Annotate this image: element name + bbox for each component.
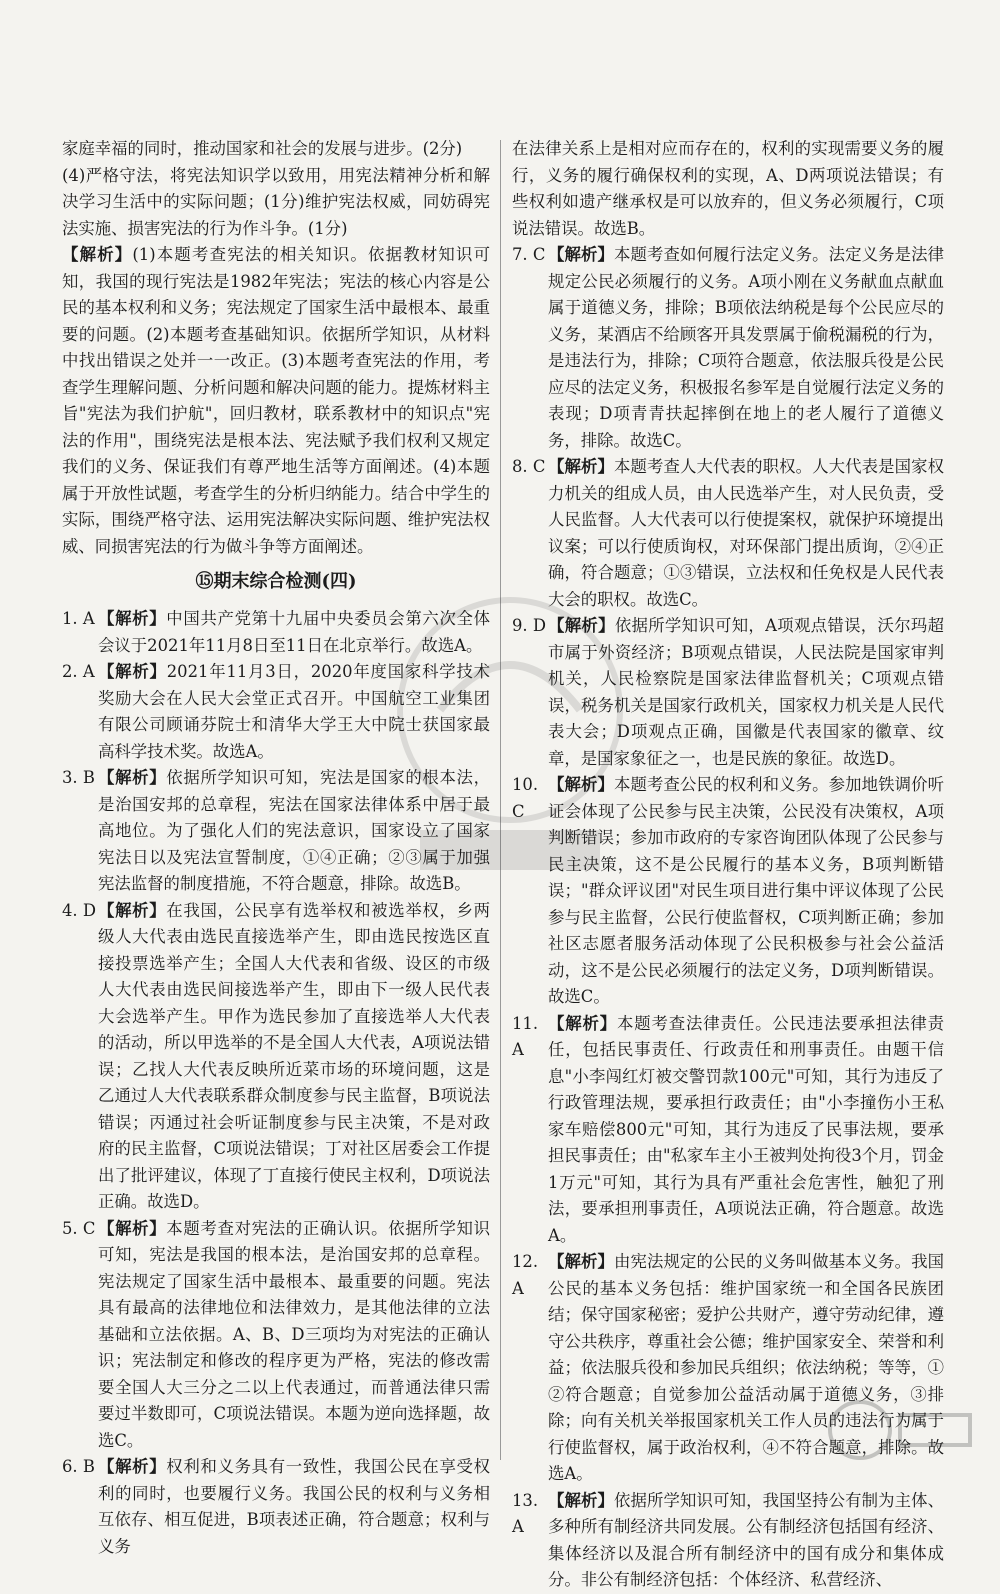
answer-tag: 【解析】 [548, 245, 615, 264]
answer-explanation: 本题考查如何履行法定义务。法定义务是法律规定公民必须履行的义务。A项小刚在义务献血点献血属于道德义务，排除；B项依法纳税是每个公民应尽的义务，某酒店不给顾客开具发票属于偷税漏税的行为，是违法行为，排除；C项符合题意，依法服兵役是公民应尽的法定义务，积极报名参军是自觉履行法定义务的表现；D项青青扶起摔倒在地上的老人履行了道德义务，排除。故选C。 [548, 245, 945, 450]
answer-item [62, 606, 490, 659]
answer-number: 9. D [512, 616, 546, 635]
answer-tag: 【解析】 [548, 1490, 615, 1510]
answer-text [548, 1488, 944, 1594]
answer-item [512, 772, 944, 1011]
answer-text [98, 1454, 490, 1560]
answer-explanation: 本题考查人大代表的职权。人大代表是国家权力机关的组成人员，由人民选举产生，对人民负责，受人民监督。人大代表可以行使提案权，就保护环境提出议案；可以行使质询权，对环保部门提出质询，②④正确，符合题意；①③错误，立法权和任免权是人民代表大会的职权。故选C。 [548, 457, 945, 609]
answer-number: 7. C [512, 245, 546, 264]
answer-number: 2. A [62, 662, 95, 681]
answer-explanation: 在我国，公民享有选举权和被选举权，乡两级人大代表由选民直接选举产生，即由选民按选区直接投票选举产生；全国人大代表和省级、设区的市级人大代表由选民间接选举产生，即由下一级人民代表大会选举产生。甲作为选民参加了直接选举人大代表的活动，所以甲选举的不是全国人大代表，A项说法错误；乙找人大代表反映所近菜市场的环境问题，这是乙通过人大代表联系群众制度参与民主监督，B项说法错误；丙通过社会听证制度参与民主决策，不是对政府的民主监督，C项说法错误；丁对社区居委会工作提出了批评建议，体现了丁直接行使民主权利，D项说法正确。故选D。 [98, 900, 491, 1211]
answer-number: 6. B [62, 1457, 95, 1476]
answer-item [62, 659, 490, 765]
answer-item [62, 898, 490, 1216]
answer-number: 13. A [512, 1490, 539, 1536]
answer-item [62, 765, 490, 898]
answer-number: 11. A [512, 1013, 539, 1059]
answer-explanation: 依据所学知识可知，宪法是国家的根本法，是治国安邦的总章程，宪法在国家法律体系中居于最高地位。为了强化人们的宪法意识，国家设立了国家宪法日以及宪法宣誓制度，①④正确；②③属于加强宪法监督的制度措施，不符合题意，排除。故选B。 [98, 768, 491, 893]
answer-tag: 【解析】 [548, 1252, 615, 1271]
answer-number: 3. B [62, 768, 95, 787]
answer-number: 10. C [512, 775, 539, 821]
answer-text [98, 765, 490, 898]
answer-tag: 【解析】 [548, 616, 615, 635]
answer-text [98, 659, 490, 765]
answer-explanation: 权利和义务具有一致性，我国公民在享受权利的同时，也要履行义务。我国公民的权利与义务相互依存、相互促进，B项表述正确，符合题意；权利与义务 [98, 1457, 491, 1556]
answer-number: 5. C [62, 1218, 96, 1238]
answer-item [62, 1454, 490, 1560]
analysis-tag: 【解析】 [62, 245, 133, 264]
answer-number: 8. C [512, 457, 546, 476]
intro-paragraph-2: (4)严格守法，将宪法知识学以致用，用宪法精神分析和解决学习生活中的实际问题；(1分)维护宪法权威，同妨碍宪法实施、损害宪法的行为作斗争。(1分) [62, 165, 490, 238]
column-divider [500, 140, 501, 1460]
answer-text [548, 772, 944, 1011]
answer-text [548, 613, 944, 772]
answer-item [62, 1216, 490, 1455]
answer-number: 4. D [62, 900, 96, 920]
answer-tag: 【解析】 [548, 1013, 618, 1033]
answer-item [512, 1011, 944, 1250]
answer-tag: 【解析】 [98, 1457, 167, 1476]
answer-explanation: 本题考查法律责任。公民违法要承担法律责任，包括民事责任、行政责任和刑事责任。由题干信息"小李闯红灯被交警罚款100元"可知，其行为违反了行政管理法规，要承担行政责任；由"小李撞伤小王私家车赔偿800元"可知，其行为违反了民事法规，要承担民事责任；由"私家车主小王被判处拘役3个月，罚金1万元"可知，其行为具有严重社会危害性，触犯了刑法，要承担刑事责任，A项说法正确，符合题意。故选A。 [548, 1013, 945, 1245]
answer-text [98, 606, 490, 659]
answer-tag: 【解析】 [548, 775, 615, 794]
answer-number: 1. A [62, 609, 95, 628]
answer-explanation: 中国共产党第十九届中央委员会第六次全体会议于2021年11月8日至11日在北京举行。故选A。 [98, 609, 491, 655]
answer-tag: 【解析】 [98, 662, 167, 681]
answer-text [548, 454, 944, 613]
intro-paragraph-1: 家庭幸福的同时，推动国家和社会的发展与进步。(2分) [62, 139, 463, 158]
answer-tag: 【解析】 [548, 457, 615, 476]
answer-explanation: 由宪法规定的公民的义务叫做基本义务。我国公民的基本义务包括：维护国家统一和全国各民族团结；保守国家秘密；爱护公共财产，遵守劳动纪律，遵守公共秩序，尊重社会公德；维护国家安全、荣誉和利益；依法服兵役和参加民兵组织；依法纳税；等等，①②符合题意；自觉参加公益活动属于道德义务，③排除；向有关机关举报国家机关工作人员的违法行为属于行使监督权，属于政治权利，④不符合题意，排除。故选A。 [548, 1252, 945, 1483]
answer-tag: 【解析】 [98, 609, 167, 628]
section-title: ⑮期末综合检测(四) [195, 571, 357, 592]
continuation-paragraph: 在法律关系上是相对应而存在的，权利的实现需要义务的履行，义务的履行确保权利的实现，A、D两项说法错误；有些权利如遗产继承权是可以放弃的，但义务必须履行，C项说法错误。故选B。 [512, 139, 944, 238]
answer-text [548, 1011, 944, 1250]
answer-item [512, 1488, 944, 1594]
answer-item [512, 613, 944, 772]
analysis-paragraph [62, 242, 490, 560]
corner-watermark-logo [820, 1395, 980, 1465]
answer-text [98, 898, 490, 1216]
answer-explanation: 本题考查对宪法的正确认识。依据所学知识可知，宪法是我国的根本法，是治国安邦的总章程。宪法规定了国家生活中最根本、最重要的问题。宪法具有最高的法律地位和法律效力，是其他法律的立法基础和立法依据。A、B、D三项均为对宪法的正确认识；宪法制定和修改的程序更为严格，宪法的修改需要全国人大三分之二以上代表通过，而普通法律只需要过半数即可，C项说法错误。本题为逆向选择题，故选C。 [98, 1218, 491, 1450]
answer-tag: 【解析】 [98, 768, 167, 787]
answer-explanation: 依据所学知识可知，我国坚持公有制为主体、多种所有制经济共同发展。公有制经济包括国有经济、集体经济以及混合所有制经济中的国有成分和集体成分。非公有制经济包括：个体经济、私营经济、 [548, 1490, 945, 1589]
answer-item [512, 454, 944, 613]
analysis-text: (1)本题考查宪法的相关知识。依据教材知识可知，我国的现行宪法是1982年宪法；宪法的核心内容是公民的基本权利和义务；宪法规定了国家生活中最根本、最重要的问题。(2)本题考查基础知识。依据所学知识，从材料中找出错误之处并一一改正。(3)本题考查宪法的作用，考查学生理解问题、分析问题和解决问题的能力。提炼材料主旨"宪法为我们护航"，回归教材，联系教材中的知识点"宪法的作用"，围绕宪法是根本法、宪法赋予我们权利又规定我们的义务、保证我们有尊严地生活等方面阐述。(4)本题属于开放性试题，考查学生的分析归纳能力。结合中学生的实际，围绕严格守法、运用宪法解决实际问题、维护宪法权威、同损害宪法的行为做斗争等方面阐述。 [62, 245, 491, 556]
answer-explanation: 2021年11月3日，2020年度国家科学技术奖励大会在人民大会堂正式召开。中国航空工业集团有限公司顾诵芬院士和清华大学王大中院士获国家最高科学技术奖。故选A。 [98, 662, 490, 761]
answer-explanation: 依据所学知识可知，A项观点错误，沃尔玛超市属于外资经济；B项观点错误，人民法院是国家审判机关，人民检察院是国家法律监督机关；C项观点错误，税务机关是国家行政机关，国家权力机关是人民代表大会；D项观点正确，国徽是代表国家的徽章、纹章，是国家象征之一，也是民族的象征。故选D。 [548, 616, 944, 768]
answer-text [98, 1216, 490, 1455]
answer-item [512, 242, 944, 454]
right-column [512, 136, 945, 1589]
answer-tag: 【解析】 [98, 900, 167, 920]
answer-text [548, 242, 944, 454]
answer-explanation: 本题考查公民的权利和义务。参加地铁调价听证会体现了公民参与民主决策，公民没有决策权，A项判断错误；参加市政府的专家咨询团队体现了公民参与民主决策，这不是公民履行的基本义务，B项判断错误；"群众评议团"对民生项目进行集中评议体现了公民参与民主监督，公民行使监督权，C项判断正确；参加社区志愿者服务活动体现了公民积极参与社会公益活动，这不是公民必须履行的法定义务，D项判断错误。故选C。 [548, 775, 945, 1006]
left-column [62, 136, 491, 1556]
answer-number: 12. A [512, 1252, 539, 1298]
answer-tag: 【解析】 [98, 1218, 167, 1238]
